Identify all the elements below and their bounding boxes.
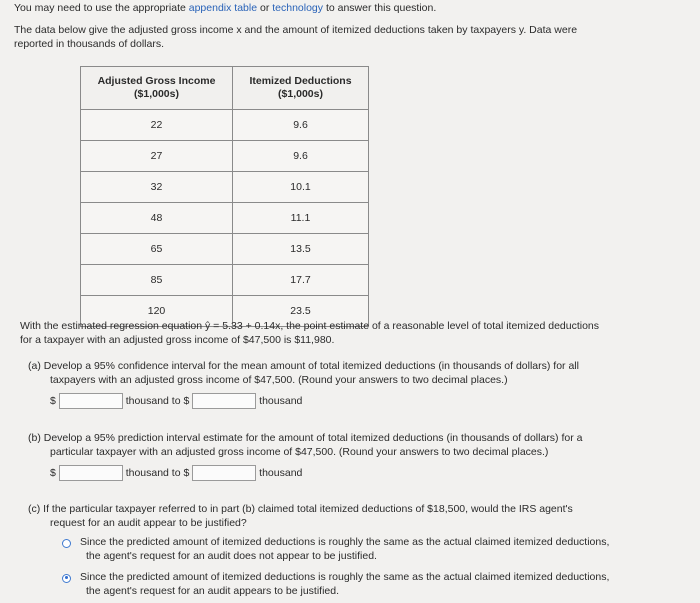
part-a-answer-row: $ thousand to $ thousand [50, 393, 302, 409]
income-cell: 22 [81, 110, 233, 141]
option-2-line-1: Since the predicted amount of itemized deductions is roughly the same as the actual claimed itemized deductions, [80, 571, 610, 583]
col-header-deductions: Itemized Deductions ($1,000s) [233, 67, 369, 110]
regression-line-1: With the estimated regression equation ŷ = 5.33 + 0.14x, the point estimate of a reasonable level of total itemized deductions [20, 320, 600, 332]
part-b-answer-row: $ thousand to $ thousand [50, 465, 302, 481]
deduction-cell: 10.1 [233, 172, 369, 203]
option-1-line-2: the agent's request for an audit does not appear to be justified. [86, 550, 377, 562]
deduction-cell: 9.6 [233, 141, 369, 172]
radio-option-justified[interactable] [62, 572, 71, 584]
part-b-question-line-1: (b) Develop a 95% prediction interval estimate for the amount of total itemized deductions (in thousands of dollars) for a [28, 432, 583, 444]
description-line-1: The data below give the adjusted gross income x and the amount of itemized deductions taken by taxpayers y. Data were [14, 24, 578, 36]
part-c-question-line-2: request for an audit appear to be justified? [50, 517, 247, 529]
table-row [81, 234, 369, 265]
part-a-lower-input[interactable] [59, 393, 123, 409]
income-cell: 48 [81, 203, 233, 234]
part-a-upper-input[interactable] [192, 393, 256, 409]
part-b-question-line-2: particular taxpayer with an adjusted gross income of $47,500. (Round your answers to two decimal places.) [50, 446, 549, 458]
data-table [80, 66, 369, 327]
regression-line-2: for a taxpayer with an adjusted gross income of $47,500 is $11,980. [20, 334, 335, 346]
deduction-cell: 23.5 [233, 296, 369, 327]
intro-text: You may need to use the appropriate appendix table or technology to answer this question. [14, 2, 437, 14]
income-cell: 120 [81, 296, 233, 327]
part-b-upper-input[interactable] [192, 465, 256, 481]
deduction-cell: 13.5 [233, 234, 369, 265]
table-row [81, 203, 369, 234]
part-b-lower-input[interactable] [59, 465, 123, 481]
part-a-question-line-2: taxpayers with an adjusted gross income of $47,500. (Round your answers to two decimal places.) [50, 374, 508, 386]
part-a-question-line-1: (a) Develop a 95% confidence interval for the mean amount of total itemized deductions (in thousands of dollars) for all [28, 360, 579, 372]
deduction-cell: 11.1 [233, 203, 369, 234]
col-header-income: Adjusted Gross Income ($1,000s) [81, 67, 233, 110]
table-row [81, 110, 369, 141]
description-line-2: reported in thousands of dollars. [14, 38, 165, 50]
deduction-cell: 9.6 [233, 110, 369, 141]
table-row [81, 265, 369, 296]
option-2-line-2: the agent's request for an audit appears to be justified. [86, 585, 340, 597]
radio-option-not-justified[interactable] [62, 537, 71, 549]
radio-button-icon[interactable] [62, 539, 71, 548]
table-header-row [81, 67, 369, 110]
radio-button-selected-icon[interactable] [62, 574, 71, 583]
deduction-cell: 17.7 [233, 265, 369, 296]
income-cell: 85 [81, 265, 233, 296]
income-cell: 65 [81, 234, 233, 265]
option-1-line-1: Since the predicted amount of itemized deductions is roughly the same as the actual claimed itemized deductions, [80, 536, 610, 548]
income-cell: 27 [81, 141, 233, 172]
technology-link[interactable]: technology [272, 2, 324, 14]
table-row [81, 141, 369, 172]
income-cell: 32 [81, 172, 233, 203]
part-c-question-line-1: (c) If the particular taxpayer referred to in part (b) claimed total itemized deductions of $18,500, would the IRS agent's [28, 503, 573, 515]
table-row [81, 172, 369, 203]
appendix-table-link[interactable]: appendix table [188, 2, 258, 14]
